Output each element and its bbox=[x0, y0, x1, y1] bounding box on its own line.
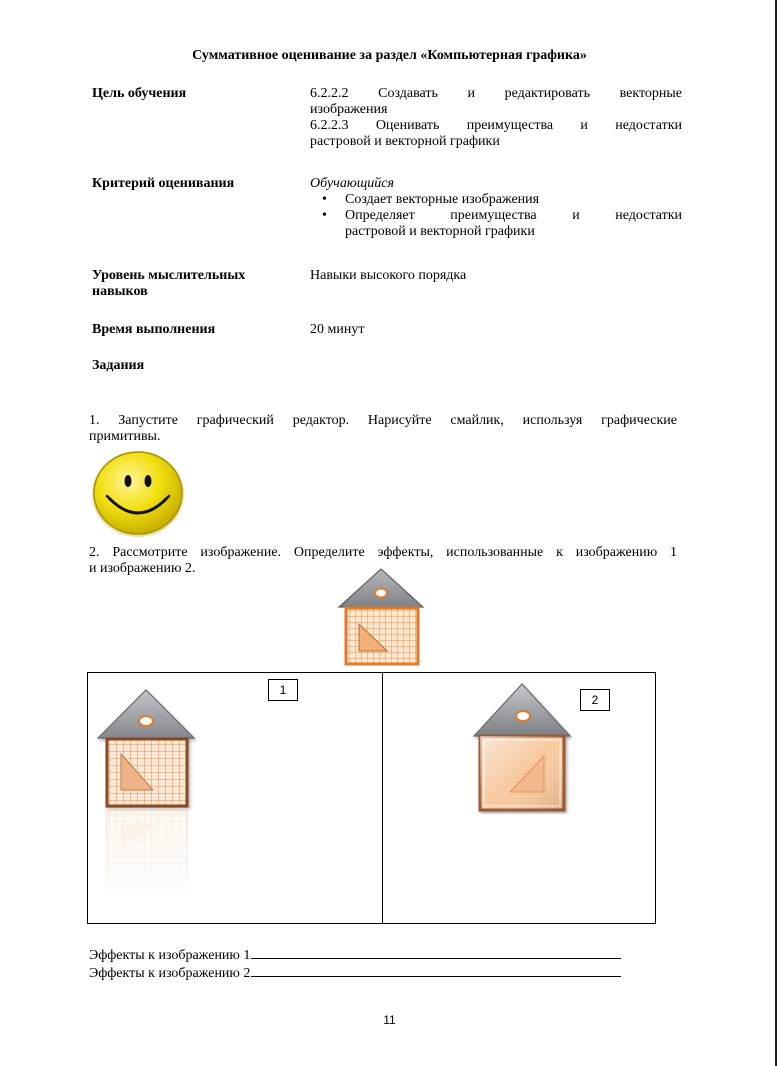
task-2-line-1: 2. Рассмотрите изображение. Определите эффекты, использованные к изображению 1 bbox=[89, 545, 677, 560]
page-number: 11 bbox=[383, 1013, 396, 1027]
criteria-item-2-text-b: растровой и векторной графики bbox=[345, 224, 535, 239]
images-frame-divider bbox=[382, 672, 383, 924]
goal-label: Цель обучения bbox=[92, 86, 187, 101]
page-title: Суммативное оценивание за раздел «Компьютерная графика» bbox=[192, 48, 587, 63]
image-2-number: 2 bbox=[580, 689, 610, 711]
answer-label-2: Эффекты к изображению 2 bbox=[89, 966, 251, 981]
criteria-item-2 bbox=[310, 208, 682, 240]
task-2-line-2: и изображению 2. bbox=[89, 561, 196, 576]
criteria-item-2-text-a: • Определяет преимущества и недостатки bbox=[345, 208, 682, 223]
goal-value bbox=[310, 86, 682, 150]
goal-line-1: 6.2.2.2 Создавать и редактировать векторные bbox=[310, 86, 682, 101]
criteria-item-1 bbox=[310, 192, 682, 208]
answer-line-2 bbox=[89, 963, 649, 982]
time-value: 20 минут bbox=[310, 322, 365, 337]
level-label-line-2: навыков bbox=[92, 284, 148, 299]
goal-line-4: растровой и векторной графики bbox=[310, 134, 500, 149]
level-value: Навыки высокого порядка bbox=[310, 268, 467, 283]
level-label bbox=[92, 268, 302, 300]
time-label: Время выполнения bbox=[92, 322, 216, 337]
goal-line-3: 6.2.2.3 Оценивать преимущества и недостатки bbox=[310, 118, 682, 133]
answer-field-1[interactable] bbox=[251, 945, 621, 959]
house-image-2 bbox=[470, 682, 574, 814]
answer-line-1 bbox=[89, 945, 649, 964]
criteria-item-1-text: Создает векторные изображения bbox=[345, 192, 540, 207]
answer-field-2[interactable] bbox=[251, 963, 621, 977]
smiley-image bbox=[90, 449, 186, 539]
level-label-line-1: Уровень мыслительных bbox=[92, 268, 246, 283]
house-image-1 bbox=[95, 688, 197, 910]
page-right-border bbox=[775, 0, 777, 1066]
task-1 bbox=[89, 413, 677, 445]
goal-line-2: изображения bbox=[310, 102, 388, 117]
task-1-line-2: примитивы. bbox=[89, 429, 161, 444]
image-1-number: 1 bbox=[268, 679, 298, 701]
criteria-label: Критерий оценивания bbox=[92, 176, 235, 191]
answer-label-1: Эффекты к изображению 1 bbox=[89, 948, 251, 963]
tasks-heading: Задания bbox=[92, 358, 145, 373]
house-original-image bbox=[337, 568, 425, 666]
criteria-subject: Обучающийся bbox=[310, 176, 395, 191]
criteria-list bbox=[310, 192, 682, 240]
task-1-line-1: 1. Запустите графический редактор. Нарисуйте смайлик, используя графические bbox=[89, 413, 677, 428]
criteria-value bbox=[310, 176, 682, 240]
